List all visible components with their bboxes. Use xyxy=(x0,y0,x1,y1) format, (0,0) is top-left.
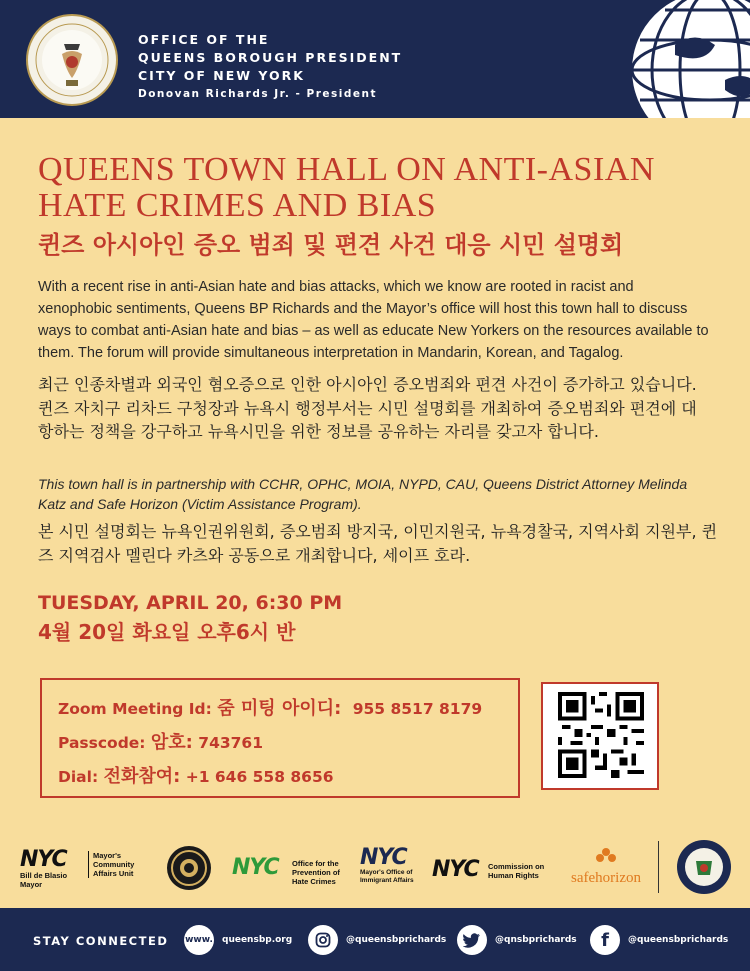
zoom-id-label: Zoom Meeting Id: xyxy=(58,700,212,718)
facebook-icon: f xyxy=(590,925,620,955)
cchr-nyc-wordmark: NYC xyxy=(432,857,479,882)
twitter-handle[interactable]: @qnsbprichards xyxy=(495,935,577,945)
safe-horizon-logo xyxy=(566,847,646,886)
facebook-link[interactable] xyxy=(590,923,728,957)
passcode-label: Passcode: xyxy=(58,734,146,752)
instagram-handle[interactable]: @queensbprichards xyxy=(346,935,447,945)
community-affairs-unit-label: Mayor's Community Affairs Unit xyxy=(88,851,159,878)
website-link[interactable] xyxy=(184,923,292,957)
office-title xyxy=(138,31,402,103)
ophc-label: Office for the Prevention of Hate Crimes xyxy=(292,859,340,886)
zoom-id-row xyxy=(58,694,482,720)
borough-seal-logo xyxy=(26,14,118,106)
dial-value[interactable]: +1 646 558 8656 xyxy=(185,768,334,786)
office-line-3: CITY OF NEW YORK xyxy=(138,68,305,83)
qr-code-frame xyxy=(541,682,659,790)
cchr-logo xyxy=(432,859,479,881)
zoom-info-box xyxy=(40,678,520,798)
moia-label: Mayor's Office of Immigrant Affairs xyxy=(360,869,414,884)
footer-bar xyxy=(0,908,750,971)
logo-divider xyxy=(658,841,659,893)
passcode-value[interactable]: 743761 xyxy=(198,734,264,752)
dial-label-korean: 전화참여: xyxy=(103,766,181,787)
event-date-english: TUESDAY, APRIL 20, 6:30 PM xyxy=(38,592,343,614)
zoom-id-label-korean: 줌 미팅 아이디: xyxy=(217,698,342,719)
instagram-icon xyxy=(308,925,338,955)
event-date-korean: 4월 20일 화요일 오후6시 반 xyxy=(38,620,296,644)
stay-connected-label: STAY CONNECTED xyxy=(33,934,169,948)
ophc-nyc-wordmark: NYC xyxy=(232,855,279,880)
moia-nyc-wordmark: NYC xyxy=(360,845,407,870)
safe-horizon-wordmark: safehorizon xyxy=(571,870,641,886)
zoom-id-value[interactable]: 955 8517 8179 xyxy=(352,700,483,718)
page-title-korean: 퀸즈 아시아인 증오 범죄 및 편견 사건 대응 시민 설명회 xyxy=(38,231,624,259)
twitter-link[interactable] xyxy=(457,923,577,957)
qr-code-icon[interactable] xyxy=(558,692,644,778)
office-line-2: QUEENS BOROUGH PRESIDENT xyxy=(138,50,403,65)
unisphere-globe-icon xyxy=(615,0,750,118)
description-korean: 최근 인종차별과 외국인 혐오증으로 인한 아시아인 증오범죄와 편견 사건이 증가하고 있습니다. 퀸즈 자치구 리차드 구청장과 뉴욕시 행정부서는 시민 설명회를 개최하여 증오범죄와 편견에 대항하는 정책을 강구하고 뉴욕시민을 위한 정보를 공유하는 자리를 갖고자 합니다. xyxy=(38,375,697,441)
twitter-icon xyxy=(457,925,487,955)
dial-label: Dial: xyxy=(58,768,99,786)
header-banner xyxy=(0,0,750,118)
page-title: QUEENS TOWN HALL ON ANTI-ASIAN HATE CRIMES AND BIAS xyxy=(38,151,655,224)
partner-logos xyxy=(0,835,750,900)
partnership-korean: 본 시민 설명회는 뉴욕인권위원회, 증오범죄 방지국, 이민지원국, 뉴욕경찰국, 지역사회 지원부, 퀸즈 지역검사 멜린다 카츠와 공동으로 개최합니다, 세이프 호라. xyxy=(38,522,718,565)
nypd-badge-logo xyxy=(166,845,212,891)
zoom-passcode-row xyxy=(58,728,263,754)
nyc-wordmark: NYC xyxy=(20,847,67,872)
ophc-logo xyxy=(232,857,279,879)
website-url[interactable]: queensbp.org xyxy=(222,935,293,945)
safe-horizon-flower-icon xyxy=(595,847,617,865)
instagram-link[interactable] xyxy=(308,923,446,957)
description-english: With a recent rise in anti-Asian hate and bias attacks, which we know are rooted in racist and xenophobic sentiments, Queens BP Richards and the Mayor’s office will host this town hall to discuss ways to combat anti-Asian hate and bias – as well as educate New Yorkers on the resources available to them. The forum will provide simultaneous interpretation in Mandarin, Korean, and Tagalog. xyxy=(38,279,709,361)
partnership-english: This town hall is in partnership with CCHR, OPHC, MOIA, NYPD, CAU, Queens District Attorney Melinda Katz and Safe Horizon (Victim Assistance Program). xyxy=(38,476,688,512)
nyc-mayor-logo xyxy=(20,849,67,889)
district-attorney-seal-logo xyxy=(676,839,732,895)
mayor-name: Bill de Blasio xyxy=(20,871,68,880)
mayor-title: Mayor xyxy=(20,880,43,889)
passcode-label-korean: 암호: xyxy=(150,732,193,753)
cchr-label: Commission on Human Rights xyxy=(488,862,545,880)
office-line-1: OFFICE OF THE xyxy=(138,32,270,47)
facebook-handle[interactable]: @queensbprichards xyxy=(628,935,729,945)
web-icon: www. xyxy=(184,925,214,955)
president-name: Donovan Richards Jr. - President xyxy=(138,88,377,100)
zoom-dial-row xyxy=(58,762,334,788)
moia-logo xyxy=(360,847,422,885)
